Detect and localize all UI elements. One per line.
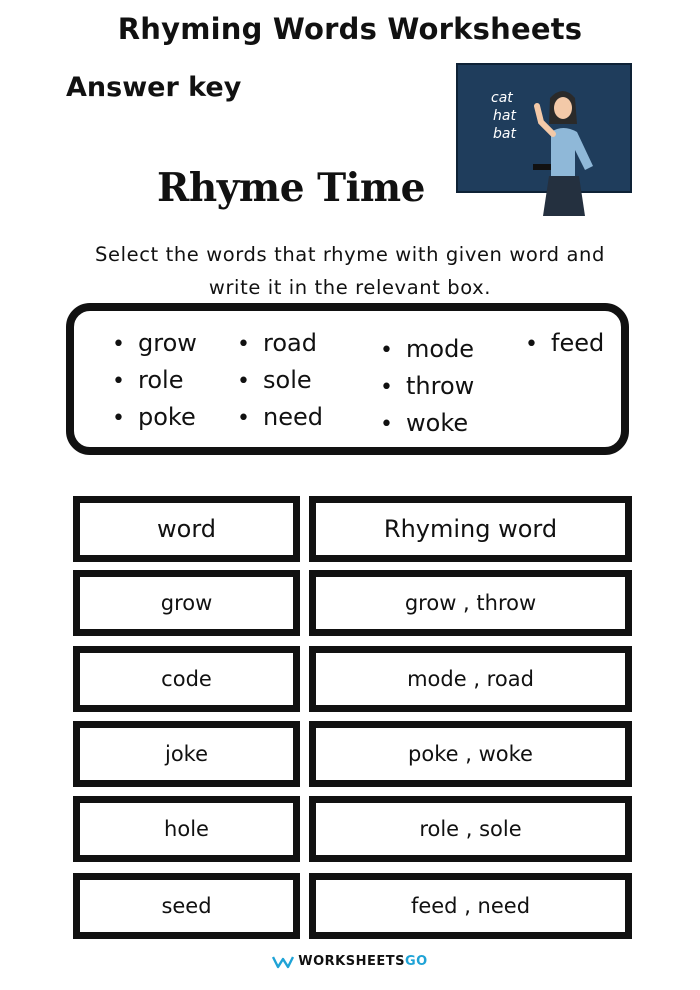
brand-logo-icon [272,955,294,969]
bank-word: • throw [380,372,474,400]
instructions-line-2: write it in the relevant box. [208,276,492,299]
table-cell-rhymes: role , sole [309,796,632,862]
bank-word: • road [237,329,317,357]
footer-brand [0,954,700,969]
table-cell-word: seed [73,873,300,939]
table-cell-rhymes: feed , need [309,873,632,939]
bank-word: • woke [380,409,468,437]
brand-accent: GO [404,954,428,969]
table-header-rhyming-word: Rhyming word [309,496,632,562]
table-cell-rhymes: mode , road [309,646,632,712]
instructions [50,238,650,304]
table-cell-rhymes: grow , throw [309,570,632,636]
answer-key-label: Answer key [66,72,242,103]
bank-word: • mode [380,335,474,363]
bank-word: • feed [525,329,604,357]
bank-word: • sole [237,366,312,394]
brand-main: WORKSHEETS [298,954,405,969]
bank-word: • grow [112,329,197,357]
page-title: Rhyming Words Worksheets [117,12,583,46]
teacher-illustration [455,62,633,220]
board-word-3: bat [493,126,516,142]
activity-heading: Rhyme Time [157,165,425,211]
table-cell-word: joke [73,721,300,787]
table-header-word: word [73,496,300,562]
bank-word: • role [112,366,183,394]
word-bank-box [66,303,629,455]
bank-word: • poke [112,403,196,431]
board-word-2: hat [493,108,516,124]
table-cell-word: hole [73,796,300,862]
instructions-line-1: Select the words that rhyme with given word and [95,243,605,266]
board-word-1: cat [491,90,513,106]
table-cell-rhymes: poke , woke [309,721,632,787]
bank-word: • need [237,403,323,431]
table-cell-word: grow [73,570,300,636]
table-cell-word: code [73,646,300,712]
